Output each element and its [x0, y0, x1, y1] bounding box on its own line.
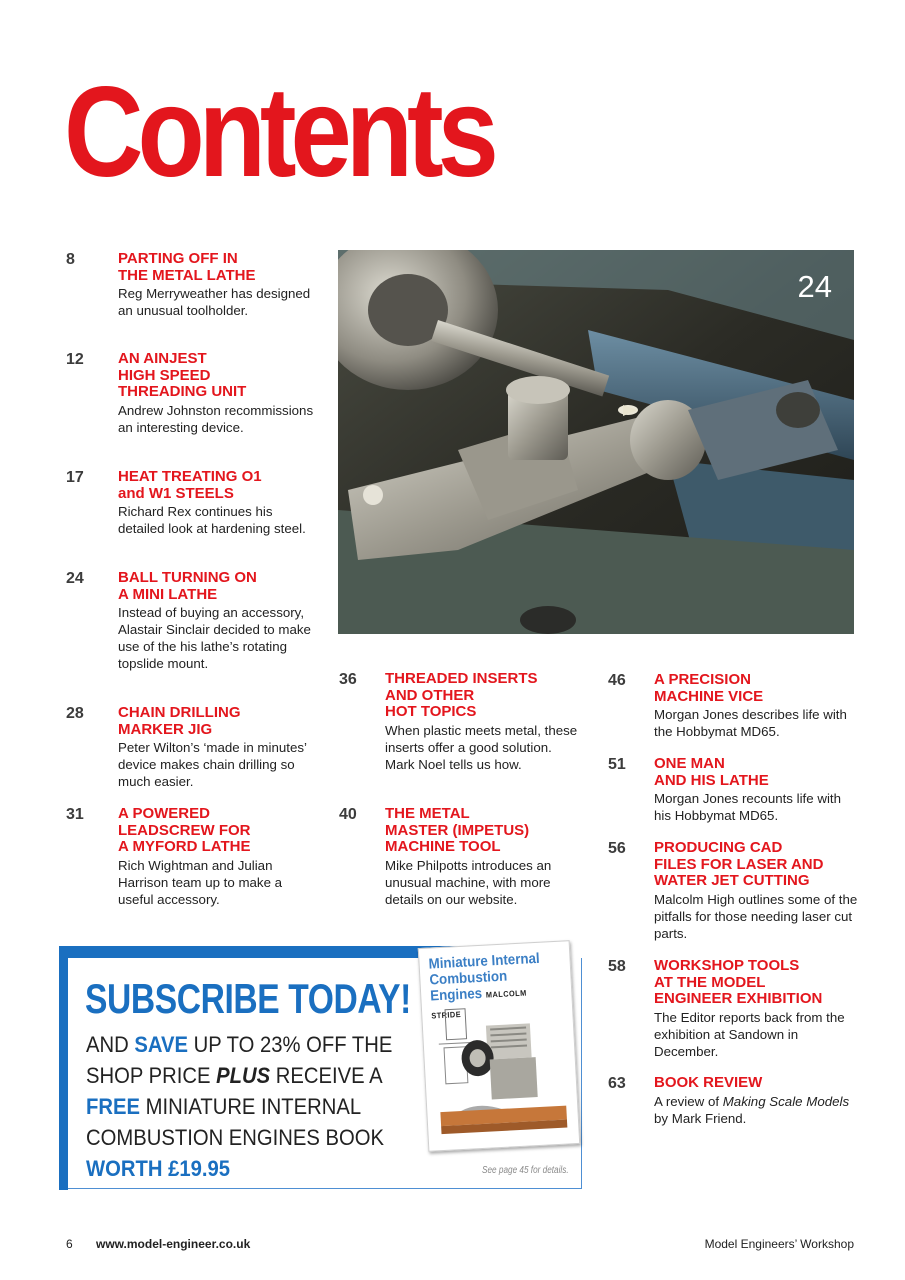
entry-description: The Editor reports back from the exhibition at Sandown in December. [654, 1009, 845, 1059]
entry-description: Malcolm High outlines some of the pitfalls for those needing laser cut parts. [654, 891, 858, 941]
entry-page-number: 36 [339, 671, 357, 688]
save-highlight: SAVE [134, 1032, 188, 1057]
subscribe-promo[interactable] [59, 946, 583, 1190]
entry-page-number: 12 [66, 351, 84, 368]
page-title: Contents [64, 61, 493, 204]
entry-headline: WORKSHOP TOOLS AT THE MODEL ENGINEER EXHIBITION [654, 957, 823, 1007]
entry-description: Morgan Jones recounts life with his Hobbymat MD65. [654, 791, 841, 823]
entry-page-number: 28 [66, 705, 84, 722]
promo-side-bar [59, 946, 68, 1190]
entry-description: Instead of buying an accessory, Alastair Sinclair decided to make use of the his lathe’s rotating topslide mount. [118, 605, 311, 671]
entry-description: Andrew Johnston recommissions an interesting device. [118, 402, 314, 435]
entry-headline: A POWERED LEADSCREW FOR A MYFORD LATHE [118, 805, 251, 855]
review-book-title: Making Scale Models [722, 1093, 850, 1109]
entry-headline: A PRECISION MACHINE VICE [654, 671, 764, 705]
entry-headline: PRODUCING CAD FILES FOR LASER AND WATER JET CUTTING [654, 839, 824, 889]
book-author: MALCOLM STRIDE [431, 988, 527, 1021]
entry-headline: THE METAL MASTER (IMPETUS) MACHINE TOOL [385, 805, 530, 855]
review-prefix: A review of [654, 1093, 723, 1109]
entry-page-number: 46 [608, 672, 626, 689]
promo-headline: SUBSCRIBE TODAY! [85, 975, 411, 1022]
entry-page-number: 24 [66, 570, 84, 587]
photo-page-label: 24 [797, 269, 832, 304]
book-cover[interactable] [418, 940, 580, 1152]
feature-photo[interactable] [338, 250, 854, 634]
plus-highlight: PLUS [216, 1063, 271, 1088]
entry-page-number: 17 [66, 469, 84, 486]
entry-headline: PARTING OFF IN THE METAL LATHE [118, 250, 256, 284]
footer-page-number: 6 [66, 1237, 73, 1251]
footer-website-link[interactable]: www.model-engineer.co.uk [96, 1237, 251, 1251]
entry-description [654, 1093, 859, 1127]
entry-page-number: 63 [608, 1075, 626, 1092]
entry-page-number: 51 [608, 756, 626, 773]
entry-description: Reg Merryweather has designed an unusual toolholder. [118, 286, 311, 318]
entry-headline: AN AINJEST HIGH SPEED THREADING UNIT [118, 350, 247, 400]
entry-description: Rich Wightman and Julian Harrison team up to make a useful accessory. [118, 857, 283, 907]
engine-illustration-image [427, 997, 574, 1144]
entry-headline: BALL TURNING ON A MINI LATHE [118, 569, 257, 603]
entry-page-number: 31 [66, 806, 84, 823]
promo-worth: WORTH £19.95 [86, 1156, 230, 1181]
entry-headline: THREADED INSERTS AND OTHER HOT TOPICS [385, 670, 538, 720]
entry-description: When plastic meets metal, these inserts offer a good solution. Mark Noel tells us how. [385, 722, 578, 772]
book-title: Miniature Internal Combustion Engines MALCOLM STRIDE [428, 950, 541, 1021]
entry-page-number: 8 [66, 251, 75, 268]
entry-page-number: 40 [339, 806, 357, 823]
entry-headline: HEAT TREATING O1 and W1 STEELS [118, 468, 262, 502]
entry-page-number: 56 [608, 840, 626, 857]
lathe-photo-image [338, 250, 854, 634]
promo-offer-text: AND SAVE UP TO 23% OFF THE SHOP PRICE PLUS RECEIVE A FREE MINIATURE INTERNAL COMBUSTION ENGINES BOOK WORTH £19.95 [86, 1032, 393, 1181]
free-highlight: FREE [86, 1094, 140, 1119]
entry-headline: CHAIN DRILLING MARKER JIG [118, 704, 241, 738]
entry-page-number: 58 [608, 958, 626, 975]
entry-headline: ONE MAN AND HIS LATHE [654, 755, 769, 789]
review-suffix: by Mark Friend. [654, 1110, 747, 1126]
entry-description: Mike Philpotts introduces an unusual machine, with more details on our website. [385, 857, 552, 907]
entry-description: Richard Rex continues his detailed look at hardening steel. [118, 504, 306, 536]
entry-description: Morgan Jones describes life with the Hobbymat MD65. [654, 707, 847, 739]
entry-description: Peter Wilton’s ‘made in minutes’ device makes chain drilling so much easier. [118, 740, 307, 789]
promo-footnote: See page 45 for details. [482, 1165, 569, 1176]
footer-magazine-name: Model Engineers’ Workshop [704, 1237, 854, 1251]
entry-headline: BOOK REVIEW [654, 1074, 763, 1091]
